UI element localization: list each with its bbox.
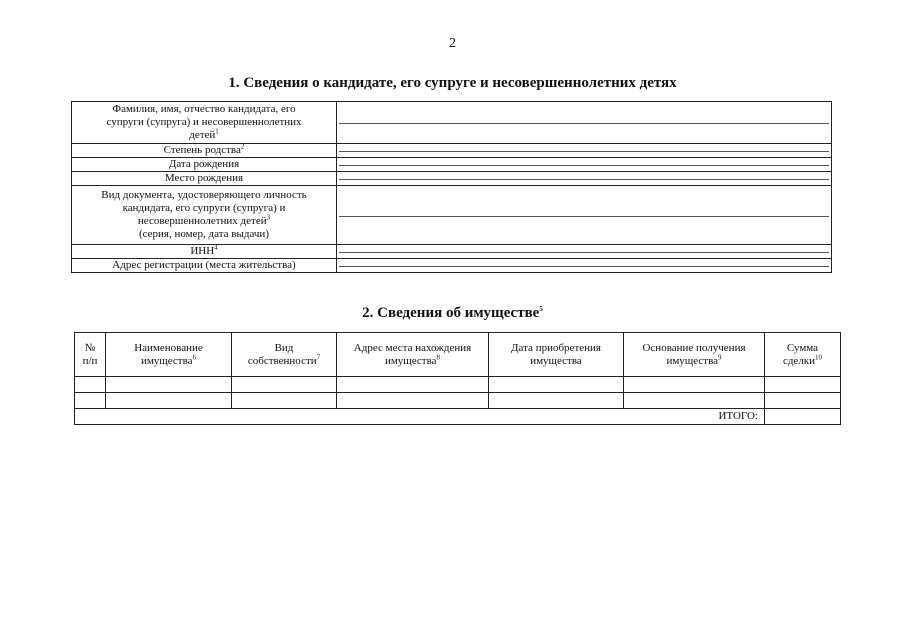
- header-line: [339, 342, 486, 355]
- candidate-info-label: [72, 245, 337, 259]
- footnote-marker: 6: [192, 352, 197, 361]
- header-text: собственности: [247, 354, 317, 367]
- column-header: [489, 333, 624, 377]
- total-row: [75, 409, 841, 425]
- property-cell[interactable]: [337, 393, 489, 409]
- property-cell[interactable]: [765, 393, 841, 409]
- candidate-info-row: [72, 186, 832, 245]
- property-cell[interactable]: [75, 393, 106, 409]
- footnote-marker: 7: [316, 352, 321, 361]
- page-number: 2: [449, 36, 456, 51]
- footnote-marker: 4: [214, 243, 218, 252]
- label-line: [74, 144, 334, 157]
- candidate-info-label: [72, 172, 337, 186]
- header-text: сделки: [782, 354, 816, 367]
- candidate-info-value[interactable]: [337, 102, 832, 144]
- candidate-info-label: [72, 186, 337, 245]
- total-value[interactable]: [765, 409, 841, 425]
- header-line: [767, 342, 838, 355]
- footnote-marker: 10: [815, 352, 823, 361]
- property-cell[interactable]: [232, 393, 337, 409]
- section2-title-text: 2. Сведения об имуществе: [362, 305, 540, 321]
- column-header: [765, 333, 841, 377]
- label-line: Фамилия, имя, отчество кандидата, его: [112, 103, 296, 115]
- header-line: [108, 342, 229, 355]
- candidate-info-row: [72, 102, 832, 144]
- label-text: Место рождения: [164, 172, 244, 184]
- column-header: [106, 333, 232, 377]
- header-line: [108, 352, 229, 368]
- candidate-info-label: [72, 144, 337, 158]
- candidate-info-row: [72, 158, 832, 172]
- property-cell[interactable]: [624, 377, 765, 393]
- header-line: [767, 352, 838, 368]
- label-line: [74, 129, 334, 142]
- header-text: №: [84, 341, 96, 354]
- label-line: [74, 172, 334, 185]
- property-table-header: [75, 333, 841, 377]
- header-line: [339, 352, 486, 368]
- candidate-info-value[interactable]: [337, 259, 832, 273]
- candidate-info-value[interactable]: [337, 172, 832, 186]
- header-text: Наименование: [134, 341, 203, 354]
- label-line: [74, 245, 334, 258]
- label-text: детей: [189, 129, 216, 141]
- footnote-marker: 1: [215, 127, 219, 136]
- section1-title: 1. Сведения о кандидате, его супруге и несовершеннолетних детях: [228, 75, 677, 91]
- property-cell[interactable]: [337, 377, 489, 393]
- footnote-marker: 9: [718, 352, 722, 361]
- header-line: [77, 342, 103, 355]
- property-cell[interactable]: [232, 377, 337, 393]
- label-text: Дата рождения: [168, 158, 240, 170]
- candidate-info-value[interactable]: [337, 144, 832, 158]
- header-text: Сумма: [786, 341, 819, 354]
- header-text: Адрес места нахождения: [353, 341, 472, 354]
- column-header: [232, 333, 337, 377]
- footnote-marker: 2: [240, 142, 245, 151]
- header-text: имущества: [666, 354, 719, 367]
- candidate-info-table: [71, 101, 832, 273]
- candidate-info-value[interactable]: [337, 158, 832, 172]
- total-label: ИТОГО:: [75, 409, 765, 425]
- candidate-info-label: [72, 158, 337, 172]
- property-cell[interactable]: [624, 393, 765, 409]
- label-line: супруги (супруга) и несовершеннолетних: [106, 116, 302, 128]
- header-text: Дата приобретения: [511, 341, 601, 354]
- candidate-info-value[interactable]: [337, 245, 832, 259]
- candidate-info-label: [72, 259, 337, 273]
- label-line: (серия, номер, дата выдачи): [138, 228, 269, 240]
- label-line: кандидата, его супруги (супруга) и: [122, 202, 286, 214]
- label-line: [74, 158, 334, 171]
- label-text: несовершеннолетних детей: [137, 215, 267, 227]
- header-line: [234, 352, 334, 368]
- candidate-info-label: [72, 102, 337, 144]
- label-line: Вид документа, удостоверяющего личность: [101, 189, 307, 201]
- header-text: имущества: [384, 354, 437, 367]
- candidate-info-value[interactable]: [337, 186, 832, 245]
- label-text: Степень родства: [163, 144, 241, 156]
- footnote-marker: 8: [436, 352, 441, 361]
- property-cell[interactable]: [765, 377, 841, 393]
- header-text: Вид: [274, 341, 294, 354]
- header-text: имущества: [530, 354, 582, 367]
- header-line: [491, 342, 621, 355]
- label-line: [74, 215, 334, 228]
- label-text: ИНН: [190, 245, 215, 257]
- property-row: [75, 393, 841, 409]
- header-text: имущества: [140, 354, 193, 367]
- section2-title: [0, 305, 905, 322]
- header-text: Основание получения: [642, 341, 746, 354]
- label-text: Адрес регистрации (места жительства): [112, 259, 296, 271]
- property-cell[interactable]: [489, 377, 624, 393]
- column-header: [337, 333, 489, 377]
- property-cell[interactable]: [489, 393, 624, 409]
- header-line: [491, 355, 621, 368]
- header-text: п/п: [82, 354, 98, 367]
- section2-title-footnote: 5: [539, 305, 543, 313]
- header-line: [626, 352, 762, 368]
- candidate-info-row: [72, 259, 832, 273]
- footnote-marker: 3: [266, 213, 271, 222]
- candidate-info-row: [72, 172, 832, 186]
- property-cell[interactable]: [106, 393, 232, 409]
- column-header: [624, 333, 765, 377]
- property-cell[interactable]: [106, 377, 232, 393]
- candidate-info-row: [72, 144, 832, 158]
- column-header: [75, 333, 106, 377]
- property-table: [74, 332, 841, 425]
- candidate-info-row: [72, 245, 832, 259]
- label-line: [74, 259, 334, 272]
- property-cell[interactable]: [75, 377, 106, 393]
- property-row: [75, 377, 841, 393]
- header-line: [626, 342, 762, 355]
- header-line: [77, 355, 103, 368]
